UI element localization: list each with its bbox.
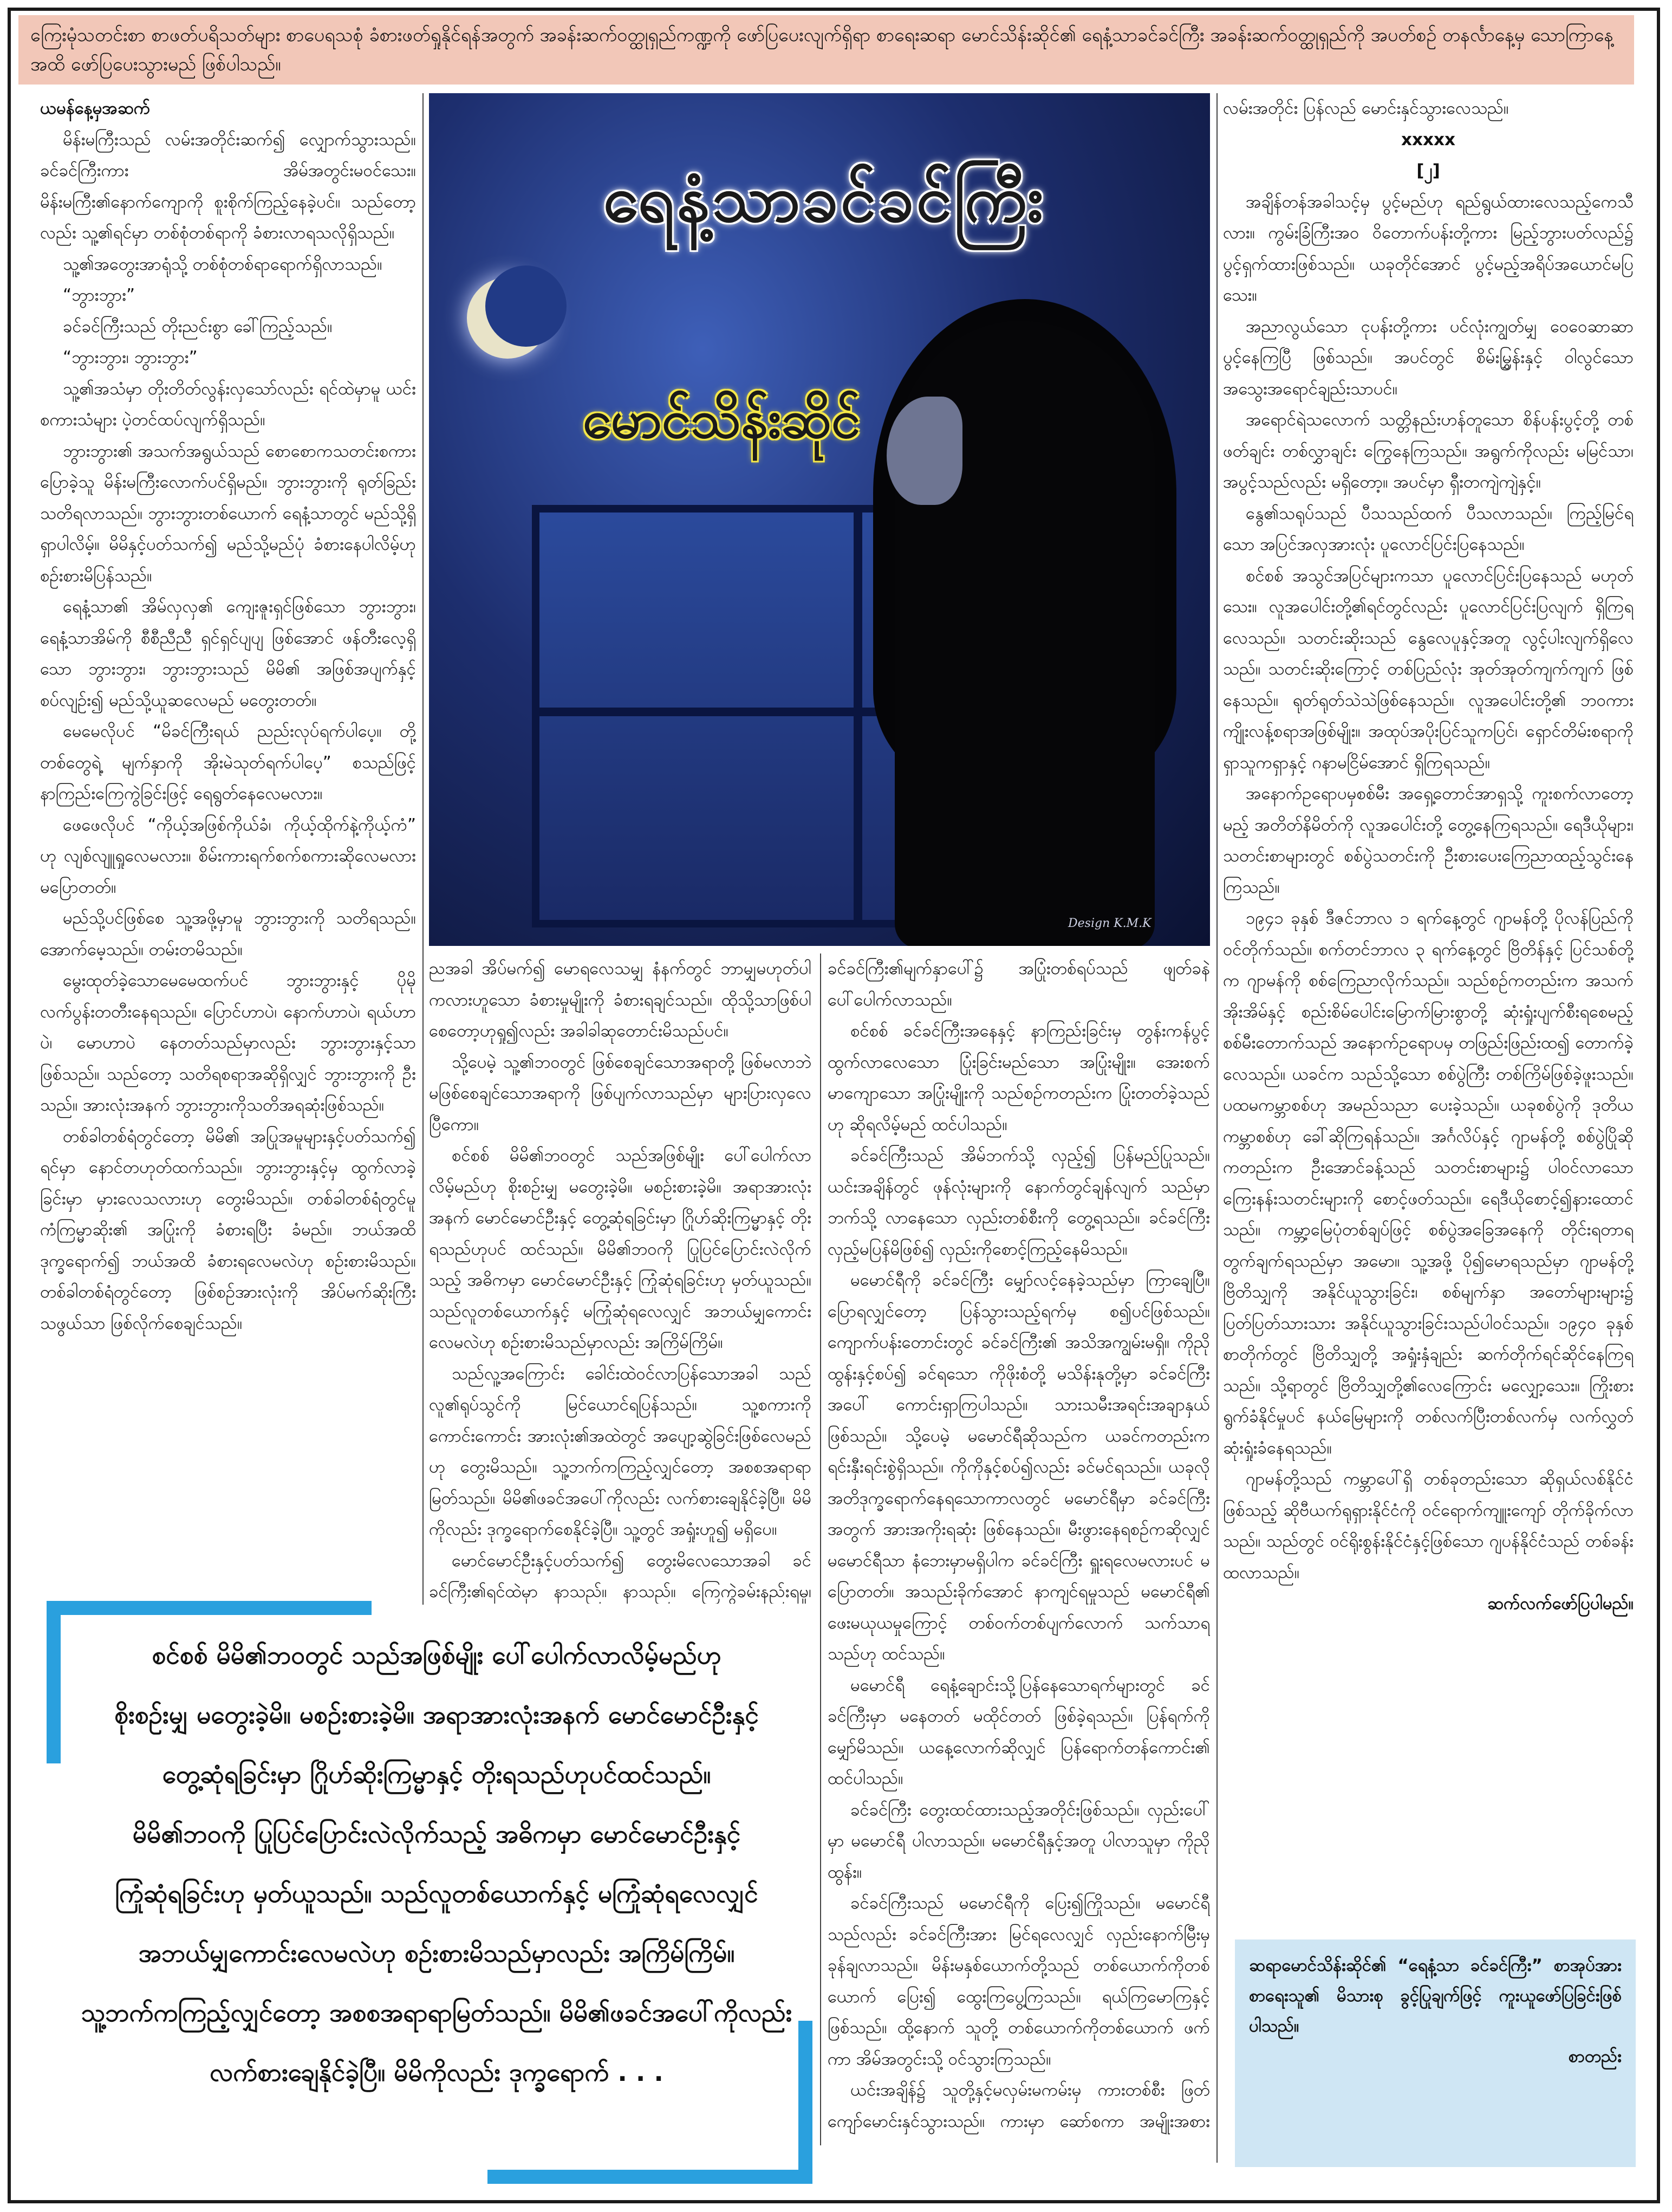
pullquote-line: သူ့ဘက်ကကြည့်လျှင်တော့ အစစအရာရာမြတ်သည်။ မိမိ၏ဖခင်အပေါ်ကိုလည်း (81, 1998, 792, 2027)
paragraph: စင်စစ် ခင်ခင်ကြီးအနေနှင့် နာကြည်းခြင်းမှ တွန်းကန်ပွင့်ထွက်လာလေသော ပြုံးခြင်းမည်သော အပြုံးမျိုး။ အေးစက်မာကျောသော အပြုံးမျိုးကို သည်စဉ်ကတည်းက ပြုံးတတ်ခဲ့သည်ဟု ဆိုရလိမ့်မည် ထင်ပါသည်။ (828, 1021, 1210, 1134)
paragraph: သူ့၏အတွေးအာရုံသို့ တစ်စုံတစ်ရာရောက်ရှိလာသည်။ (63, 254, 382, 274)
to-be-continued: ဆက်လက်ဖော်ပြပါမည်။ (1487, 1594, 1634, 1613)
series-announcement-banner (18, 15, 1634, 85)
paragraph: ခင်ခင်ကြီး၏မျက်နှာပေါ်၌ အပြုံးတစ်ရပ်သည် ဖျတ်ခနဲ ပေါ်ပေါက်လာသည်။ (828, 959, 1210, 1010)
author-name: မောင်သိန်းဆိုင် (582, 389, 861, 450)
story-title: ရေနံ့သာခင်ခင်ကြီး (603, 161, 1046, 236)
paragraph: မွေးထုတ်ခဲ့သောမေမေထက်ပင် ဘွားဘွားနှင့် ပိုမိုလက်ပွန်းတတီးနေရသည်။ ပြောင်ဟာပဲ၊ နောက်ဟာပဲ၊ ရယ်ဟာပဲ၊ မောဟာပဲ နေတတ်သည်မှာလည်း ဘွားဘွားနှင့်သာဖြစ်သည်။ သည်တော့ သတိရစရာအဆိုရှိလျှင် ဘွားဘွားကို ဦးသည်။ အားလုံးအနက် ဘွားဘွားကိုသတိအရဆုံးဖြစ်သည်။ (40, 971, 416, 1115)
pullquote-line: လက်စားချေနိုင်ခဲ့ပြီ။ မိမိကိုလည်း ဒုက္ခရောက် . . . (210, 2058, 663, 2087)
story-column-2 (429, 953, 811, 1604)
paragraph: စင်စစ် မိမိ၏ဘဝတွင် သည်အဖြစ်မျိုး ပေါ်ပေါက်လာလိမ့်မည်ဟု စိုးစဉ်းမျှ မတွေးခဲ့မိ။ မစဉ်းစားခဲ့မိ။ အရာအားလုံးအနက် မောင်မောင်ဦးနှင့် တွေ့ဆုံရခြင်းမှာ ဂြိုဟ်ဆိုးကြမ္မာနှင့် တိုးရသည်ဟုပင် ထင်သည်။ မိမိ၏ဘဝကို ပြုပြင်ပြောင်းလဲလိုက်သည့် အဓိကမှာ မောင်မောင်ဦးနှင့် ကြုံဆုံရခြင်းဟု မှတ်ယူသည်။ သည်လူတစ်ယောက်နှင့် မကြုံဆုံရလေလျှင် အဘယ်မျှကောင်းလေမလဲဟု စဉ်းစားမိသည်မှာလည်း အကြိမ်ကြိမ်။ (429, 1146, 811, 1352)
paragraph: အချိန်တန်အခါသင့်မှ ပွင့်မည်ဟု ရည်ရွယ်ထားလေသည့်ကေသီလား။ ကွမ်းခြံကြီးအဝ ဝိတောက်ပန်းတို့ကား မြည့်ဘွားပတ်လည်၌ ပွင့်ရှက်ထားဖြစ်သည်။ ယခုတိုင်အောင် ပွင့်မည့်အရိပ်အယောင်မပြသေး။ (1223, 192, 1634, 305)
story-column-1 (40, 93, 416, 1605)
designer-signature: Design K.M.K (1068, 917, 1151, 930)
paragraph: ၁၉၄၁ ခုနှစ် ဒီဇင်ဘာလ ၁ ရက်နေ့တွင် ဂျာမန်တို့ ပိုလန်ပြည်ကို ဝင်တိုက်သည်။ စက်တင်ဘာလ ၃ ရက်နေ့တွင် ဗြိတိန်နှင့် ပြင်သစ်တို့က ဂျာမန်ကို စစ်ကြေညာလိုက်သည်။ သည်စဉ်ကတည်းက အသက်အိုးအိမ်နှင့် စည်းစိမ်ပေါင်းမြောက်မြားစွာတို့ ဆုံးရှုံးပျက်စီးရစေမည့် စစ်မီးတောက်သည် အနောက်ဥရောပမှ တဖြည်းဖြည်းထ၍ တောက်ခဲ့လေသည်။ ယခင်က သည်သို့သော စစ်ပွဲကြီး တစ်ကြိမ်ဖြစ်ခဲ့ဖူးသည်။ ပထမကမ္ဘာစစ်ဟု အမည်သညာ ပေးခဲ့သည်။ ယခုစစ်ပွဲကို ဒုတိယကမ္ဘာစစ်ဟု ခေါ်ဆိုကြရန်သည်။ အင်္ဂလိပ်နှင့် ဂျာမန်တို့ စစ်ပွဲပြိုဆိုကတည်းက ဦးအောင်ခန့်သည် သတင်းစာများ၌ ပါဝင်လာသော ကြေးနန်းသတင်းများကို စောင့်ဖတ်သည်။ ရေဒီယိုစောင့်၍နားထောင် သည်။ ကမ္ဘာ့မြေပုံတစ်ချပ်ဖြင့် စစ်ပွဲအခြေအနေကို တိုင်းရတာရတွက်ချက်ရသည်မှာ အမော။ သူ့အဖို့ ပို၍မောရသည်မှာ ဂျာမန်တို့ ဗြိတိသျှကို အနိုင်ယူသွားခြင်း၊ စစ်မျက်နှာ အတော်များများ၌ ပြတ်ပြတ်သားသား အနိုင်ယူသွားခြင်းသည်ပါဝင်သည်။ ၁၉၄၀ ခုနှစ်စာတိုက်တွင် ဗြိတိသျှတို့ အရှုံးနှံချည်း ဆက်တိုက်ရင်ဆိုင်နေကြရသည်။ သို့ရာတွင် ဗြိတိသျှတို့၏လေကြောင်း မလျှော့သေး။ ကြိုးစားရွက်ခံနိုင်မှုပင် နယ်မြေများကို တစ်လက်ပြီးတစ်လက်မှ လက်လွှတ်ဆုံးရှုံးခံနေရသည်။ (1223, 909, 1634, 1458)
paragraph: သူ့၏အသံမှာ တိုးတိတ်လွန်းလှသော်လည်း ရင်ထဲမှာမူ ယင်းစကားသံများ ပဲ့တင်ထပ်လျက်ရှိသည်။ (40, 379, 416, 430)
paragraph: ဂျာမန်တို့သည် ကမ္ဘာပေါ်ရှိ တစ်ခုတည်းသော ဆိုရှယ်လစ်နိုင်ငံဖြစ်သည့် ဆိုဗီယက်ရုရှားနိုင်ငံကို ဝင်ရောက်ကျူးကျော် တိုက်ခိုက်လာသည်။ သည်တွင် ဝင်ရိုးစွန်းနိုင်ငံနှင့်ဖြစ်သော ဂျပန်နိုင်ငံသည် တစ်ခန်းထလာသည်။ (1223, 1469, 1634, 1582)
paragraph: မောင်မောင်ဦးနှင့်ပတ်သက်၍ တွေးမိလေသောအခါ ခင်ခင်ကြီး၏ရင်ထဲမှာ နာသည်။ နာသည်။ ကြေကွဲခမ်းနည်းရမှု၊ (429, 1551, 811, 1601)
pullquote-line: စိုးစဉ်းမျှ မတွေးခဲ့မိ။ မစဉ်းစားခဲ့မိ။ အရာအားလုံးအနက် မောင်မောင်ဦးနှင့် (114, 1700, 759, 1729)
story-title-illustration (429, 93, 1210, 946)
column-rule (820, 953, 821, 2145)
paragraph: “ဘွားဘွား၊ ဘွားဘွား” (63, 348, 198, 367)
paragraph: နွေ၏သရုပ်သည် ပီသသည်ထက် ပီသလာသည်။ ကြည့်မြင်ရသော အပြင်အလှအားလုံး ပူလောင်ပြင်းပြနေသည်။ (1223, 503, 1634, 554)
paragraph: အညာလွယ်သော ငုပန်းတို့ကား ပင်လုံးကျွတ်မျှ ဝေဝေဆာဆာ ပွင့်နေကြပြီ ဖြစ်သည်။ အပင်တွင် စိမ်းမြွှန်းနှင့် ဝါလွင်သော အသွေးအရောင်ချည်းသာပင်။ (1223, 316, 1634, 399)
paragraph: လမ်းအတိုင်း ပြန်လည် မောင်းနှင်သွားလေသည်။ (1223, 99, 1509, 118)
paragraph: ယင်းအချိန်၌ သူတို့နှင့်မလှမ်းမကမ်းမှ ကားတစ်စီး ဖြတ်ကျော်မောင်းနှင်သွားသည်။ ကားမှာ ဆော်စကာ အမျိုးအစား (828, 2080, 1210, 2131)
paragraph: မမောင်ရီကို ခင်ခင်ကြီး မျှော်လင့်နေခဲ့သည်မှာ ကြာချေပြီ။ ပြောရလျှင်တော့ ပြန်သွားသည့်ရက်မှ စ၍ပင်ဖြစ်သည်။ ကျောက်ပန်းတောင်းတွင် ခင်ခင်ကြီး၏ အသိအကျွမ်းမရှိ။ ကိုညိုထွန်းနှင့်စပ်၍ ခင်ရသော ကိုဖိုးစံတို့ မသိန်းနုတို့မှာ ခင်ခင်ကြီးအပေါ် ကောင်းရှာကြပါသည်။ သားသမီးအရင်းအချာနှယ် ဖြစ်သည်။ သို့ပေမဲ့ မမောင်ရီဆိုသည်က ယခင်ကတည်းက ရင်းနှီးရင်းစွဲရှိသည်။ ကိုကိုနှင့်စပ်၍လည်း ခင်မင်ရသည်။ ယခုလို အတိဒုက္ခရောက်နေရသောကာလတွင် မမောင်ရီမှာ ခင်ခင်ကြီးအတွက် အားအကိုးရဆုံး ဖြစ်နေသည်။ မီးဖွားနေရစဉ်ကဆိုလျှင် မမောင်ရီသာ နံဘေးမှာမရှိပါက ခင်ခင်ကြီး ရှူးရလေမလားပင် မပြောတတ်။ အသည်းခိုက်အောင် နာကျင်ရမှုသည် မမောင်ရီ၏ ဖေးမယုယမှုကြောင့် တစ်ဝက်တစ်ပျက်လောက် သက်သာရသည်ဟု ထင်သည်။ (828, 1270, 1210, 1664)
story-column-3 (828, 953, 1210, 2135)
pullquote-line: စင်စစ် မိမိ၏ဘဝတွင် သည်အဖြစ်မျိုး ပေါ်ပေါက်လာလိမ့်မည်ဟု (152, 1640, 721, 1670)
paragraph: တစ်ခါတစ်ရံတွင်တော့ မိမိ၏ အပြုအမူများနှင့်ပတ်သက်၍ ရင်မှာ နောင်တဟုတ်ထက်သည်။ ဘွားဘွားနှင့်မှ ထွက်လာခဲ့ခြင်းမှာ မှားလေသလားဟု တွေးမိသည်။ တစ်ခါတစ်ရံတွင်မူ ကံကြမ္မာဆိုး၏ အပြုံးကို ခံစားရပြီး ခံမည်။ ဘယ်အထိ ဒုက္ခရောက်၍ ဘယ်အထိ ခံစားရလေမလဲဟု စဉ်းစားမိသည်။ တစ်ခါတစ်ရံတွင်တော့ ဖြစ်စဉ်အားလုံးကို အိပ်မက်ဆိုးကြီးသဖွယ်သာ ဖြစ်လိုက်စေချင်သည်။ (40, 1126, 416, 1333)
permission-credit-box (1235, 1939, 1636, 2167)
paragraph: ညအခါ အိပ်မက်၍ မောရလေသမျှ နံနက်တွင် ဘာမျှမဟုတ်ပါကလားဟူသော ခံစားမှုမျိုးကို ခံစားရချင်သည်။ ထိုသို့သာဖြစ်ပါစေတော့ဟုရှု၍လည်း အခါခါဆုတောင်းမိသည်ပင်။ (429, 959, 811, 1041)
pullquote-line: တွေ့ဆုံရခြင်းမှာ ဂြိုဟ်ဆိုးကြမ္မာနှင့် တိုးရသည်ဟုပင်ထင်သည်။ (162, 1760, 711, 1789)
paragraph: မေမေလိုပင် “မိခင်ကြီးရယ် ညည်းလုပ်ရက်ပါပေ့။ တို့တစ်တွေရဲ့ မျက်နှာကို အိုးမဲသုတ်ရက်ပါပေ့” စသည်ဖြင့် နာကြည်းကြေကွဲခြင်းဖြင့် ရေရွတ်နေလေမလား။ (40, 722, 416, 803)
continued-heading: ယမန်နေ့မှအဆက် (40, 99, 151, 118)
story-column-4 (1223, 93, 1634, 1930)
paragraph: ဖေဖေလိုပင် “ကိုယ့်အဖြစ်ကိုယ်ခံ၊ ကိုယ့်ထိုက်နဲ့ကိုယ့်ကံ” ဟု လျစ်လျူရှုလေမလား။ စိမ်းကားရက်စက်စကားဆိုလေမလား မပြောတတ်။ (40, 815, 416, 897)
paragraph: ခင်ခင်ကြီးသည် အိမ်ဘက်သို့ လှည့်၍ ပြန်မည်ပြုသည်။ ယင်းအချိန်တွင် ဖုန်လုံးများကို နောက်တွင်ချန်လျက် သည်မှာဘက်သို့ လာနေသော လှည်းတစ်စီးကို တွေ့ရသည်။ ခင်ခင်ကြီး လှည့်မပြန်မိဖြစ်၍ လှည်းကိုစောင့်ကြည့်နေမိသည်။ (828, 1146, 1210, 1259)
section-divider: xxxxx (1401, 129, 1455, 150)
paragraph: ဘွားဘွား၏ အသက်အရွယ်သည် စောစောကသတင်းစကားပြောခဲ့သူ မိန်းမကြီးလောက်ပင်ရှိမည်။ ဘွားဘွားကို ရုတ်ခြည်းသတိရလာသည်။ ဘွားဘွားတစ်ယောက် ရေနံ့သာတွင် မည်သို့ရှိရှာပါလိမ့်။ မိမိနှင့်ပတ်သက်၍ မည်သို့မည်ပုံ ခံစားနေပါလိမ့်ဟု စဉ်းစားမိပြန်သည်။ (40, 441, 416, 586)
paragraph: မည်သို့ပင်ဖြစ်စေ သူ့အဖို့မှာမူ ဘွားဘွားကို သတိရသည်။ အောက်မေ့သည်။ တမ်းတမိသည်။ (40, 909, 416, 959)
credit-text: ဆရာမောင်သိန်းဆိုင်၏ “ရေနံ့သာ ခင်ခင်ကြီး” စာအုပ်အား စာရေးသူ၏ မိသားစု ခွင့်ပြုချက်ဖြင့် ကူးယူဖော်ပြခြင်းဖြစ်ပါသည်။ (1249, 1956, 1622, 2036)
column-rule (1216, 93, 1218, 2163)
paragraph: မိန်းမကြီးသည် လမ်းအတိုင်းဆက်၍ လျှောက်သွားသည်။ ခင်ခင်ကြီးကား အိမ်အတွင်းမဝင်သေး။ မိန်းမကြီး၏နောက်ကျောကို စူးစိုက်ကြည့်နေခဲ့ပင်။ သည်တော့လည်း သူ့၏ရင်မှာ တစ်စုံတစ်ရာကို ခံစားလာရသလိုရှိသည်။ (40, 129, 416, 243)
paragraph: သည်လူ့အကြောင်း ခေါင်းထဲဝင်လာပြန်သောအခါ သည်လူ၏ရုပ်သွင်ကို မြင်ယောင်ရပြန်သည်။ သူ့စကားကိုကောင်းကောင်း အားလုံး၏အထဲတွင် အပျော့ဆွဲခြင်းဖြစ်လေမည်ဟု တွေးမိသည်။ သူ့ဘက်ကကြည့်လျှင်တော့ အစစအရာရာ မြတ်သည်။ မိမိ၏ဖခင်အပေါ်ကိုလည်း လက်စားချေနိုင်ခဲ့ပြီ။ မိမိကိုလည်း ဒုက္ခရောက်စေနိုင်ခဲ့ပြီ။ သူ့တွင် အရှုံးဟူ၍ မရှိပေ။ (429, 1364, 811, 1539)
column-rule (422, 93, 424, 1605)
paragraph: ခင်ခင်ကြီးသည် မမောင်ရီကို ပြေး၍ကြိုသည်။ မမောင်ရီသည်လည်း ခင်ခင်ကြီးအား မြင်ရလေလျှင် လှည်းနောက်မြီးမှ ခုန်ချလာသည်။ မိန်းမနှစ်ယောက်တို့သည် တစ်ယောက်ကိုတစ်ယောက် ပြေး၍ ထွေးကြပွေ့ကြသည်။ ရယ်ကြမောကြနှင့်ဖြစ်သည်။ ထို့နောက် သူတို့ တစ်ယောက်ကိုတစ်ယောက် ဖက်ကာ အိမ်အတွင်းသို့ ဝင်သွားကြသည်။ (828, 1893, 1210, 2069)
paragraph: ရေနံ့သာ၏ အိမ်လှလှ၏ ကျေးဇူးရှင်ဖြစ်သော ဘွားဘွား၊ ရေနံ့သာအိမ်ကို စီစီညီညီ ရှင်ရှင်ပျပျ ဖြစ်အောင် ဖန်တီးလေ့ရှိသော ဘွားဘွား၊ ဘွားဘွားသည် မိမိ၏ အဖြစ်အပျက်နှင့်စပ်လျဉ်း၍ မည်သို့ယူဆလေမည် မတွေးတတ်။ (40, 597, 416, 710)
credit-source: စာတည်း (1568, 2047, 1622, 2066)
banner-text: ကြေးမုံသတင်းစာ စာဖတ်ပရိသတ်များ စာပေရသစုံ ခံစားဖတ်ရှုနိုင်ရန်အတွက် အခန်းဆက်ဝတ္ထုရှည်ကဏ္ဍကို ဖော်ပြပေးလျက်ရှိရာ စာရေးဆရာ မောင်သိန်းဆိုင်၏ ရေနံ့သာခင်ခင်ကြီး အခန်းဆက်ဝတ္ထုရှည်ကို အပတ်စဉ် တနင်္လာနေ့မှ သောကြာနေ့အထိ ဖော်ပြပေးသွားမည် ဖြစ်ပါသည်။ (30, 24, 1614, 75)
paragraph: ခင်ခင်ကြီးသည် တိုးညင်းစွာ ခေါ်ကြည့်သည်။ (63, 316, 333, 336)
pullquote-line: မိမိ၏ဘဝကို ပြုပြင်ပြောင်းလဲလိုက်သည့် အဓိကမှာ မောင်မောင်ဦးနှင့် (132, 1819, 741, 1848)
paragraph: မမောင်ရီ ရေနံ့ချောင်းသို့ပြန်နေသောရက်များတွင် ခင်ခင်ကြီးမှာ မနေတတ် မထိုင်တတ် ဖြစ်ခဲ့ရသည်။ ပြန်ရက်ကို မျှော်မိသည်။ ယနေ့လောက်ဆိုလျှင် ပြန်ရောက်တန်ကောင်း၏ ထင်ပါသည်။ (828, 1675, 1210, 1788)
paragraph: ခင်ခင်ကြီး တွေးထင်ထားသည့်အတိုင်းဖြစ်သည်။ လှည်းပေါ်မှာ မမောင်ရီ ပါလာသည်။ မမောင်ရီနှင့်အတူ ပါလာသူမှာ ကိုညိုထွန်း။ (828, 1800, 1210, 1882)
paragraph: စင်စစ် အသွင်အပြင်များကသာ ပူလောင်ပြင်းပြနေသည် မဟုတ်သေး။ လူအပေါင်းတို့၏ရင်တွင်လည်း ပူလောင်ပြင်းပြလျက် ရှိကြရလေသည်။ သတင်းဆိုးသည် နွေလေပူနှင့်အတူ လွင့်ပါးလျက်ရှိလေသည်။ သတင်းဆိုးကြောင့် တစ်ပြည်လုံး အုတ်အုတ်ကျက်ကျက် ဖြစ်နေသည်။ ရုတ်ရုတ်သဲသဲဖြစ်နေသည်။ လူအပေါင်းတို့၏ ဘဝကား ကျိုးလန့်စရာအဖြစ်မျိုး။ အထုပ်အပိုးပြင်သူကပြင်၊ ရှောင်တိမ်းစရာကို ရှာသူကရှာနှင့် ဂနာမငြိမ်အောင် ရှိကြရသည်။ (1223, 566, 1634, 773)
pullquote-line: အဘယ်မျှကောင်းလေမလဲဟု စဉ်းစားမိသည်မှာလည်း အကြိမ်ကြိမ်။ (138, 1938, 735, 1968)
paragraph: “ဘွားဘွား” (63, 286, 135, 305)
paragraph: အနောက်ဥရောပမှစစ်မီး အရှေ့တောင်အာရှသို့ ကူးစက်လာတော့မည့် အတိတ်နိမိတ်ကို လူအပေါင်းတို့ တွေ့နေကြရသည်။ ရေဒီယိုများ၊ သတင်းစာများတွင် စစ်ပွဲသတင်းကို ဦးစားပေးကြေညာထည့်သွင်းနေကြသည်။ (1223, 784, 1634, 897)
paragraph: သို့ပေမဲ့ သူ့၏ဘဝတွင် ဖြစ်စေချင်သောအရာတို့ ဖြစ်မလာဘဲ မဖြစ်စေချင်သောအရာကို ဖြစ်ပျက်လာသည်မှာ များပြားလှလေပြီကော။ (429, 1052, 811, 1134)
chapter-number: [၂] (1416, 161, 1440, 180)
pull-quote (47, 1604, 816, 2178)
paragraph: အရောင်ရဲသလောက် သတ္တိနည်းဟန်တူသော စိန်ပန်းပွင့်တို့ တစ်ဖတ်ချင်း တစ်လွှာချင်း ကြွေနေကြသည်။ အရွက်ကိုလည်း မမြင်သာ၊ အပွင့်သည်လည်း မရှိတော့။ အပင်မှာ ရှီးတကျဲကျဲနှင့်။ (1223, 410, 1634, 492)
pullquote-line: ကြုံဆုံရခြင်းဟု မှတ်ယူသည်။ သည်လူတစ်ယောက်နှင့် မကြုံဆုံရလေလျှင် (115, 1879, 758, 1908)
